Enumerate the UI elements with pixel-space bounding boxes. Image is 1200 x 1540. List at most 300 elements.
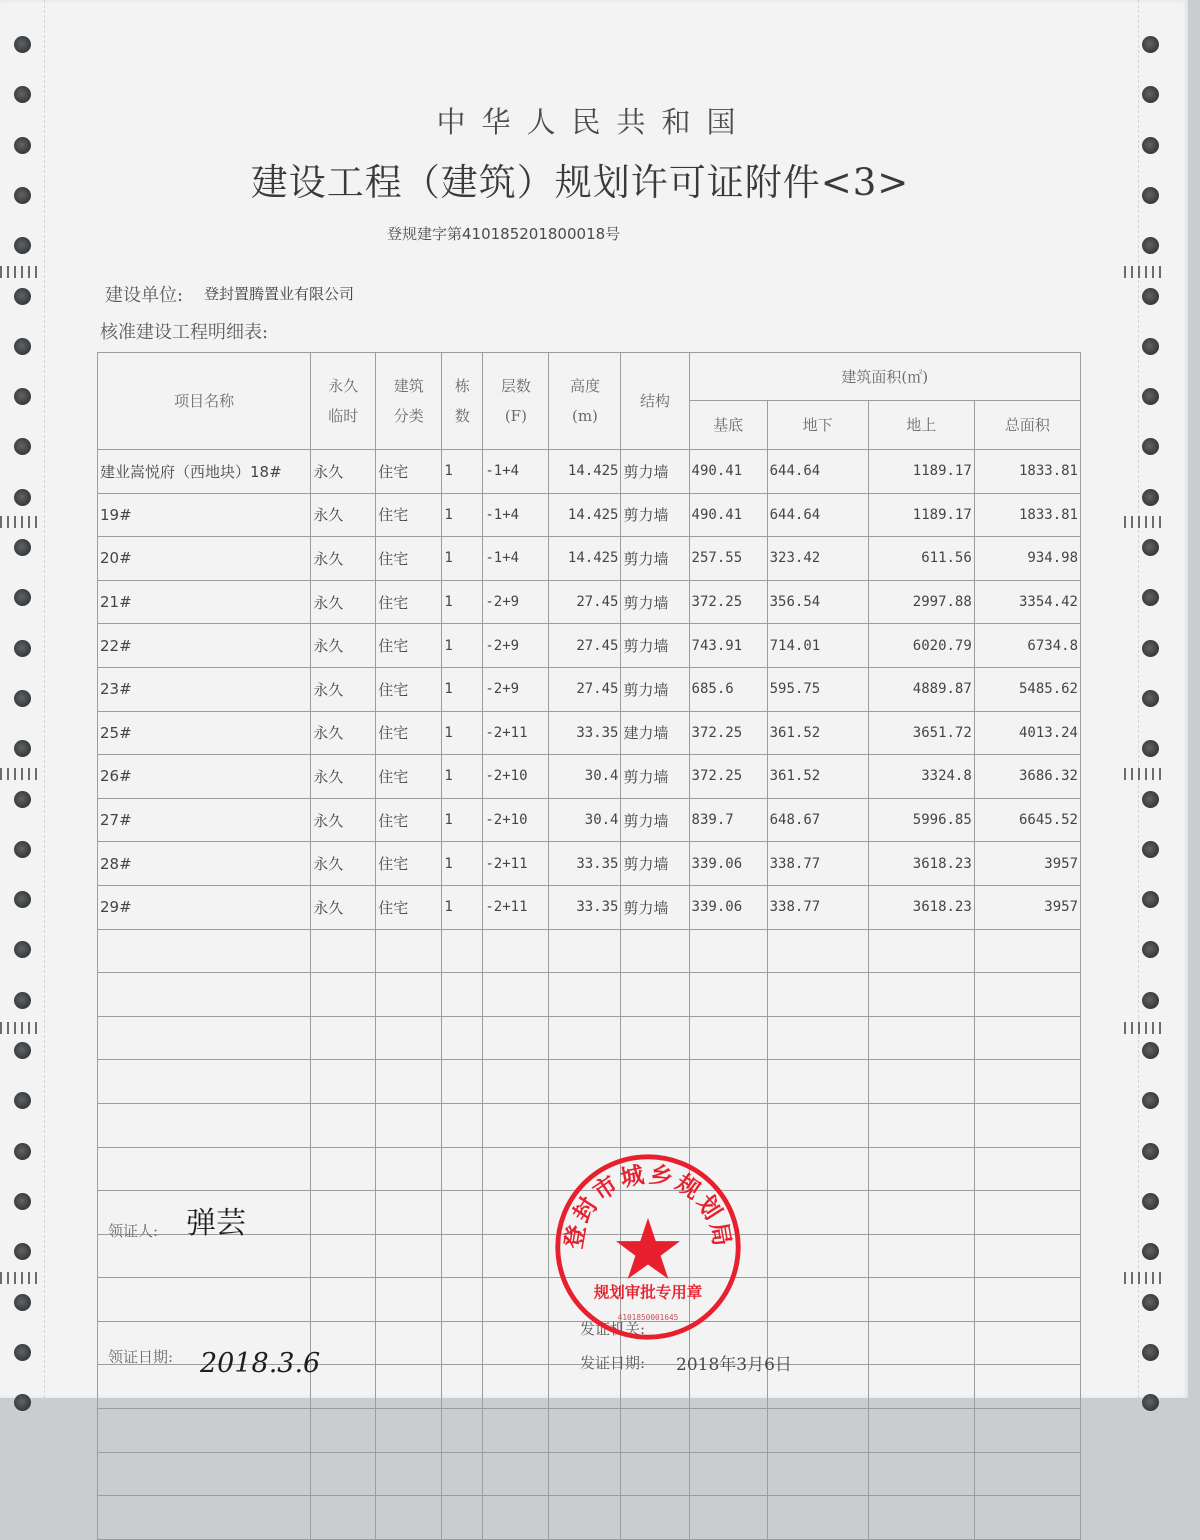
cell-category: 住宅 <box>376 537 442 581</box>
cell-count: 1 <box>442 493 483 537</box>
seal-serial: 4101850001645 <box>617 1312 679 1322</box>
cell-base: 372.25 <box>689 711 767 755</box>
col-category-header: 建筑 分类 <box>376 353 442 450</box>
left-perforation-mark <box>0 768 42 780</box>
empty-cell <box>689 1496 767 1540</box>
empty-cell <box>376 1234 442 1278</box>
empty-cell <box>974 1016 1080 1060</box>
receive-date-label: 领证日期: <box>108 1348 174 1366</box>
cell-height: 14.425 <box>549 493 621 537</box>
cell-aboveground: 611.56 <box>868 537 974 581</box>
cell-height: 27.45 <box>549 667 621 711</box>
empty-cell <box>98 1452 311 1496</box>
table-row <box>98 493 1081 537</box>
right-feed-hole <box>1142 1193 1159 1210</box>
empty-cell <box>442 1234 483 1278</box>
empty-cell <box>868 1191 974 1235</box>
empty-cell <box>376 1016 442 1060</box>
cell-base: 839.7 <box>689 798 767 842</box>
receiver-label: 领证人: <box>108 1222 159 1240</box>
receiver-signature: 弹芸 <box>186 1206 246 1241</box>
cell-permanence: 永久 <box>311 798 376 842</box>
right-feed-hole <box>1142 288 1159 305</box>
empty-cell <box>868 1452 974 1496</box>
cell-total: 3957 <box>974 842 1080 886</box>
cell-floors: -2+9 <box>483 667 549 711</box>
cell-underground: 361.52 <box>767 711 868 755</box>
right-feed-hole <box>1142 489 1159 506</box>
seal-arc-text: 登封市城乡规划局 <box>560 1160 736 1251</box>
cell-name: 19# <box>98 493 311 537</box>
cell-floors: -1+4 <box>483 450 549 494</box>
empty-cell <box>376 973 442 1017</box>
left-feed-hole <box>14 237 31 254</box>
cell-name: 25# <box>98 711 311 755</box>
col-floors-header: 层数 (F) <box>483 353 549 450</box>
empty-cell <box>442 1321 483 1365</box>
cell-name: 22# <box>98 624 311 668</box>
cell-total: 3354.42 <box>974 580 1080 624</box>
cell-base: 490.41 <box>689 450 767 494</box>
cell-category: 住宅 <box>376 885 442 929</box>
right-feed-hole <box>1142 941 1159 958</box>
left-feed-hole <box>14 1092 31 1109</box>
receive-date-handwritten: 2018.3.6 <box>200 1348 321 1379</box>
cell-count: 1 <box>442 711 483 755</box>
cell-base: 339.06 <box>689 885 767 929</box>
left-feed-hole <box>14 388 31 405</box>
cell-name: 21# <box>98 580 311 624</box>
col-height-header: 高度 (m) <box>549 353 621 450</box>
col-area-group-header: 建筑面积(㎡) <box>689 353 1080 401</box>
empty-table-row <box>98 1016 1081 1060</box>
cell-permanence: 永久 <box>311 711 376 755</box>
cell-base: 339.06 <box>689 842 767 886</box>
empty-cell <box>311 929 376 973</box>
empty-cell <box>442 1103 483 1147</box>
cell-height: 33.35 <box>549 711 621 755</box>
left-feed-hole <box>14 941 31 958</box>
empty-cell <box>98 973 311 1017</box>
right-feed-hole <box>1142 841 1159 858</box>
empty-cell <box>974 1191 1080 1235</box>
empty-table-row <box>98 1060 1081 1104</box>
cell-name: 20# <box>98 537 311 581</box>
right-feed-hole <box>1142 438 1159 455</box>
left-feed-hole <box>14 992 31 1009</box>
cell-permanence: 永久 <box>311 624 376 668</box>
empty-cell <box>311 1278 376 1322</box>
empty-cell <box>549 929 621 973</box>
cell-floors: -1+4 <box>483 493 549 537</box>
cell-floors: -2+9 <box>483 624 549 668</box>
right-feed-hole <box>1142 36 1159 53</box>
cell-height: 33.35 <box>549 842 621 886</box>
left-feed-hole <box>14 36 31 53</box>
empty-cell <box>98 1147 311 1191</box>
empty-cell <box>98 1016 311 1060</box>
empty-cell <box>621 973 689 1017</box>
cell-underground: 595.75 <box>767 667 868 711</box>
cell-category: 住宅 <box>376 842 442 886</box>
cell-height: 27.45 <box>549 580 621 624</box>
cell-permanence: 永久 <box>311 842 376 886</box>
left-feed-hole <box>14 740 31 757</box>
empty-cell <box>311 1147 376 1191</box>
seal-bottom-text: 规划审批专用章 <box>593 1283 703 1302</box>
col-total-header: 总面积 <box>974 401 1080 450</box>
cell-structure: 剪力墙 <box>621 885 689 929</box>
left-tear-line <box>44 0 45 1398</box>
empty-cell <box>868 1278 974 1322</box>
detail-table-title: 核准建设工程明细表: <box>100 322 269 343</box>
empty-cell <box>974 1060 1080 1104</box>
cell-total: 3957 <box>974 885 1080 929</box>
right-tear-line <box>1138 0 1139 1398</box>
empty-cell <box>549 1409 621 1453</box>
right-perforation-mark <box>1124 266 1166 278</box>
empty-cell <box>767 929 868 973</box>
cell-structure: 剪力墙 <box>621 667 689 711</box>
cell-underground: 361.52 <box>767 755 868 799</box>
empty-cell <box>376 929 442 973</box>
cell-total: 6734.8 <box>974 624 1080 668</box>
cell-structure: 剪力墙 <box>621 580 689 624</box>
empty-cell <box>483 1496 549 1540</box>
cell-aboveground: 5996.85 <box>868 798 974 842</box>
col-underground-header: 地下 <box>767 401 868 450</box>
cell-total: 1833.81 <box>974 493 1080 537</box>
table-row <box>98 450 1081 494</box>
cell-structure: 剪力墙 <box>621 450 689 494</box>
right-feed-hole <box>1142 237 1159 254</box>
right-feed-hole <box>1142 539 1159 556</box>
empty-cell <box>767 1234 868 1278</box>
cell-floors: -2+11 <box>483 842 549 886</box>
empty-cell <box>483 929 549 973</box>
empty-cell <box>483 1321 549 1365</box>
cell-aboveground: 1189.17 <box>868 450 974 494</box>
empty-cell <box>442 1452 483 1496</box>
empty-cell <box>868 1365 974 1409</box>
cell-aboveground: 3618.23 <box>868 885 974 929</box>
empty-cell <box>868 1060 974 1104</box>
col-permanence-header: 永久 临时 <box>311 353 376 450</box>
empty-table-row <box>98 973 1081 1017</box>
empty-cell <box>98 1060 311 1104</box>
left-perforation-mark <box>0 516 42 528</box>
cell-base: 685.6 <box>689 667 767 711</box>
empty-cell <box>442 929 483 973</box>
cell-height: 30.4 <box>549 755 621 799</box>
empty-cell <box>621 1452 689 1496</box>
cell-structure: 剪力墙 <box>621 624 689 668</box>
left-feed-hole <box>14 640 31 657</box>
cell-permanence: 永久 <box>311 667 376 711</box>
empty-cell <box>376 1147 442 1191</box>
builder-label: 建设单位: <box>105 285 184 306</box>
empty-cell <box>311 1409 376 1453</box>
empty-cell <box>376 1103 442 1147</box>
cell-floors: -2+11 <box>483 711 549 755</box>
empty-cell <box>767 973 868 1017</box>
empty-cell <box>311 1103 376 1147</box>
empty-cell <box>483 1409 549 1453</box>
right-feed-hole <box>1142 1243 1159 1260</box>
cell-underground: 644.64 <box>767 450 868 494</box>
empty-cell <box>483 973 549 1017</box>
right-feed-hole <box>1142 640 1159 657</box>
empty-cell <box>442 1016 483 1060</box>
empty-cell <box>767 1060 868 1104</box>
empty-cell <box>376 1409 442 1453</box>
cell-count: 1 <box>442 624 483 668</box>
cell-count: 1 <box>442 667 483 711</box>
empty-cell <box>311 1321 376 1365</box>
empty-cell <box>868 1016 974 1060</box>
document-title: 建设工程（建筑）规划许可证附件<3> <box>250 161 910 204</box>
table-row <box>98 624 1081 668</box>
empty-cell <box>974 1147 1080 1191</box>
right-feed-hole <box>1142 791 1159 808</box>
cell-name: 26# <box>98 755 311 799</box>
empty-cell <box>974 1234 1080 1278</box>
empty-cell <box>483 1016 549 1060</box>
empty-cell <box>767 1409 868 1453</box>
empty-cell <box>621 1016 689 1060</box>
issue-date-label: 发证日期: <box>580 1354 646 1372</box>
cell-name: 27# <box>98 798 311 842</box>
issuer-label: 发证机关: <box>580 1320 646 1338</box>
cell-aboveground: 4889.87 <box>868 667 974 711</box>
empty-cell <box>98 1409 311 1453</box>
empty-cell <box>376 1452 442 1496</box>
empty-cell <box>767 1147 868 1191</box>
empty-cell <box>868 929 974 973</box>
left-feed-hole <box>14 690 31 707</box>
empty-cell <box>689 1452 767 1496</box>
right-feed-hole <box>1142 1394 1159 1411</box>
left-feed-hole <box>14 891 31 908</box>
empty-cell <box>549 1452 621 1496</box>
empty-cell <box>767 1016 868 1060</box>
cell-name: 28# <box>98 842 311 886</box>
cell-category: 住宅 <box>376 798 442 842</box>
empty-cell <box>868 1147 974 1191</box>
cell-base: 490.41 <box>689 493 767 537</box>
empty-cell <box>483 1060 549 1104</box>
cell-underground: 338.77 <box>767 842 868 886</box>
cell-name: 建业嵩悦府（西地块）18# <box>98 450 311 494</box>
cell-height: 14.425 <box>549 450 621 494</box>
empty-cell <box>767 1191 868 1235</box>
empty-cell <box>442 1147 483 1191</box>
right-feed-hole <box>1142 338 1159 355</box>
cell-structure: 剪力墙 <box>621 842 689 886</box>
cell-total: 3686.32 <box>974 755 1080 799</box>
empty-cell <box>621 1060 689 1104</box>
empty-cell <box>974 1409 1080 1453</box>
empty-cell <box>974 1452 1080 1496</box>
cell-structure: 剪力墙 <box>621 798 689 842</box>
cell-count: 1 <box>442 580 483 624</box>
empty-cell <box>311 1016 376 1060</box>
cell-count: 1 <box>442 798 483 842</box>
empty-cell <box>974 929 1080 973</box>
empty-cell <box>689 929 767 973</box>
right-feed-hole <box>1142 1042 1159 1059</box>
empty-cell <box>442 1060 483 1104</box>
right-perforation-mark <box>1124 516 1166 528</box>
cell-base: 372.25 <box>689 755 767 799</box>
left-perforation-mark <box>0 266 42 278</box>
empty-cell <box>689 973 767 1017</box>
empty-cell <box>311 1060 376 1104</box>
empty-cell <box>974 1321 1080 1365</box>
cell-category: 住宅 <box>376 755 442 799</box>
empty-cell <box>868 1321 974 1365</box>
table-row <box>98 667 1081 711</box>
cell-name: 29# <box>98 885 311 929</box>
cell-aboveground: 3618.23 <box>868 842 974 886</box>
empty-cell <box>549 1496 621 1540</box>
empty-cell <box>311 1365 376 1409</box>
empty-cell <box>974 1278 1080 1322</box>
cell-underground: 648.67 <box>767 798 868 842</box>
cell-aboveground: 1189.17 <box>868 493 974 537</box>
left-feed-hole <box>14 288 31 305</box>
col-structure-header: 结构 <box>621 353 689 450</box>
table-row <box>98 798 1081 842</box>
cell-permanence: 永久 <box>311 580 376 624</box>
table-row <box>98 842 1081 886</box>
cell-base: 257.55 <box>689 537 767 581</box>
cell-floors: -1+4 <box>483 537 549 581</box>
col-base-header: 基底 <box>689 401 767 450</box>
col-aboveground-header: 地上 <box>868 401 974 450</box>
cell-count: 1 <box>442 885 483 929</box>
cell-name: 23# <box>98 667 311 711</box>
star-icon <box>616 1218 680 1279</box>
right-feed-hole <box>1142 1092 1159 1109</box>
cell-base: 743.91 <box>689 624 767 668</box>
empty-cell <box>974 1365 1080 1409</box>
left-perforation-mark <box>0 1022 42 1034</box>
country-title: 中华人民共和国 <box>436 105 752 139</box>
empty-cell <box>689 1060 767 1104</box>
empty-cell <box>376 1191 442 1235</box>
right-feed-hole <box>1142 1143 1159 1160</box>
empty-cell <box>868 973 974 1017</box>
empty-cell <box>442 973 483 1017</box>
cell-height: 33.35 <box>549 885 621 929</box>
right-perforation-mark <box>1124 1272 1166 1284</box>
empty-cell <box>442 1191 483 1235</box>
table-row <box>98 755 1081 799</box>
table-row <box>98 711 1081 755</box>
empty-cell <box>868 1103 974 1147</box>
empty-cell <box>311 1234 376 1278</box>
empty-cell <box>311 973 376 1017</box>
empty-cell <box>767 1496 868 1540</box>
cell-category: 住宅 <box>376 711 442 755</box>
empty-cell <box>442 1365 483 1409</box>
cell-underground: 644.64 <box>767 493 868 537</box>
empty-cell <box>483 1278 549 1322</box>
cell-floors: -2+10 <box>483 798 549 842</box>
empty-table-row <box>98 1103 1081 1147</box>
right-feed-hole <box>1142 690 1159 707</box>
cell-aboveground: 6020.79 <box>868 624 974 668</box>
col-name-header: 项目名称 <box>98 353 311 450</box>
cell-permanence: 永久 <box>311 755 376 799</box>
left-feed-hole <box>14 438 31 455</box>
empty-cell <box>483 1191 549 1235</box>
right-feed-hole <box>1142 388 1159 405</box>
left-feed-hole <box>14 539 31 556</box>
right-feed-hole <box>1142 740 1159 757</box>
empty-cell <box>483 1234 549 1278</box>
cell-structure: 剪力墙 <box>621 537 689 581</box>
left-feed-hole <box>14 1243 31 1260</box>
empty-cell <box>311 1191 376 1235</box>
empty-cell <box>974 1103 1080 1147</box>
official-seal <box>551 1150 745 1344</box>
cell-count: 1 <box>442 450 483 494</box>
empty-cell <box>549 973 621 1017</box>
empty-cell <box>549 1060 621 1104</box>
col-count-header: 栋 数 <box>442 353 483 450</box>
cell-category: 住宅 <box>376 493 442 537</box>
cell-underground: 714.01 <box>767 624 868 668</box>
empty-cell <box>549 1103 621 1147</box>
right-feed-hole <box>1142 992 1159 1009</box>
cell-count: 1 <box>442 537 483 581</box>
empty-cell <box>442 1278 483 1322</box>
table-row <box>98 580 1081 624</box>
empty-cell <box>483 1147 549 1191</box>
left-feed-hole <box>14 1042 31 1059</box>
left-feed-hole <box>14 1344 31 1361</box>
empty-cell <box>376 1496 442 1540</box>
left-feed-hole <box>14 1193 31 1210</box>
empty-cell <box>483 1365 549 1409</box>
empty-cell <box>483 1452 549 1496</box>
empty-cell <box>311 1496 376 1540</box>
cell-count: 1 <box>442 842 483 886</box>
empty-cell <box>621 1103 689 1147</box>
cell-permanence: 永久 <box>311 493 376 537</box>
empty-cell <box>974 1496 1080 1540</box>
cell-structure: 剪力墙 <box>621 493 689 537</box>
empty-cell <box>767 1278 868 1322</box>
cell-floors: -2+11 <box>483 885 549 929</box>
right-feed-hole <box>1142 891 1159 908</box>
empty-cell <box>483 1103 549 1147</box>
empty-cell <box>689 1103 767 1147</box>
empty-cell <box>621 1409 689 1453</box>
left-feed-hole <box>14 841 31 858</box>
cell-category: 住宅 <box>376 667 442 711</box>
cell-permanence: 永久 <box>311 885 376 929</box>
empty-cell <box>98 1496 311 1540</box>
cell-underground: 323.42 <box>767 537 868 581</box>
left-feed-hole <box>14 489 31 506</box>
empty-cell <box>621 1496 689 1540</box>
empty-cell <box>376 1365 442 1409</box>
cell-total: 4013.24 <box>974 711 1080 755</box>
table-row <box>98 885 1081 929</box>
